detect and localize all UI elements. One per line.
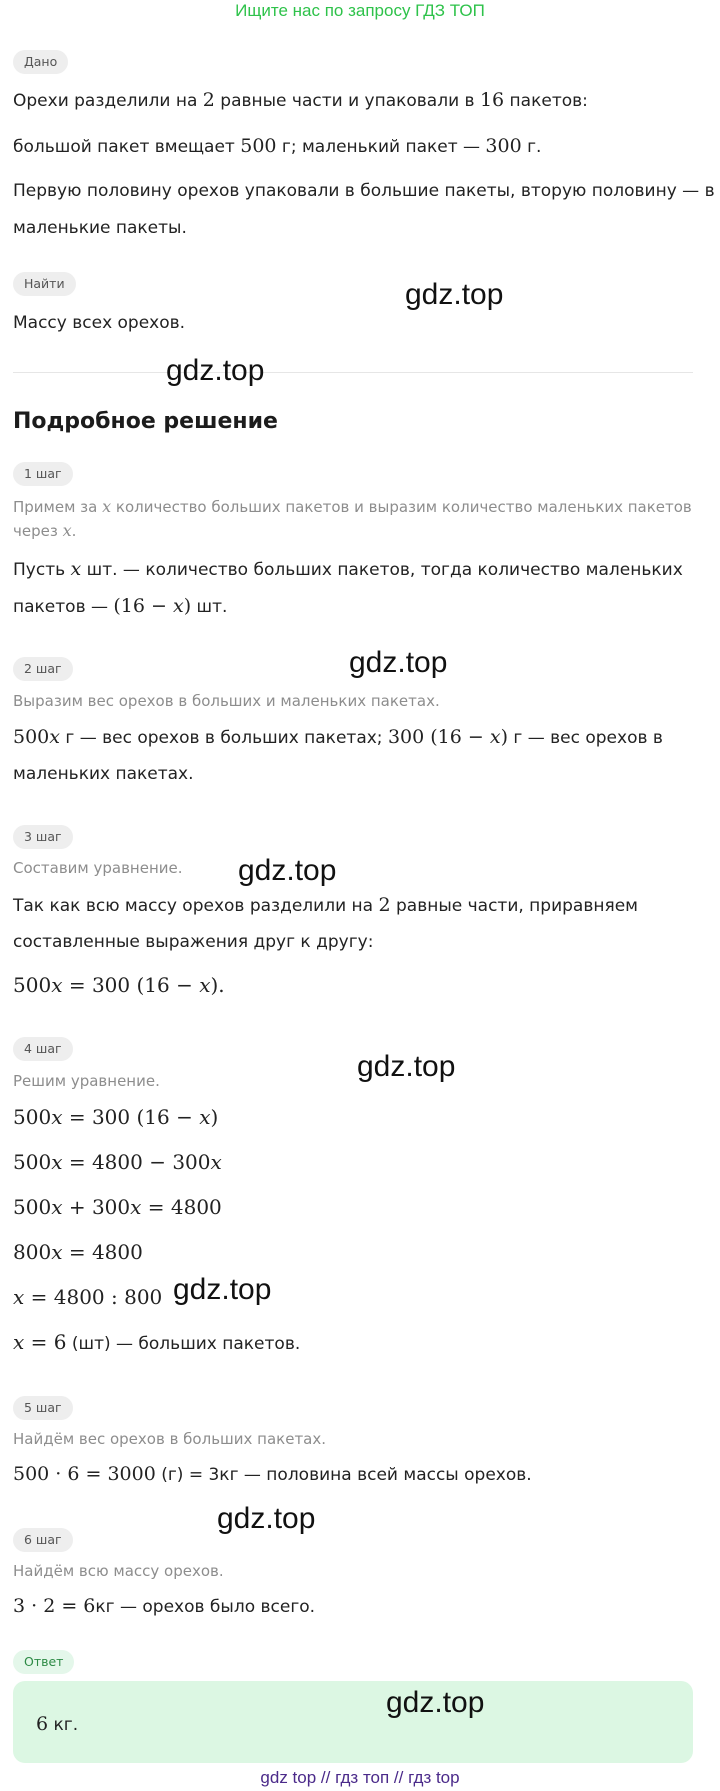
- watermark: gdz.top: [405, 278, 504, 311]
- watermark: gdz.top: [173, 1273, 272, 1306]
- step-5-label: 5 шаг: [13, 1396, 73, 1420]
- step-4-eq-2: 500x = 4800 − 300x: [13, 1150, 222, 1174]
- step-1-line-1: Пусть x шт. — количество больших пакетов, тогда количество маленьких: [13, 558, 683, 580]
- answer-label: Ответ: [13, 1650, 74, 1674]
- step-1: [13, 462, 73, 486]
- step-2-line-2: маленьких пакетах.: [13, 764, 194, 784]
- given-line-2: большой пакет вмещает 500 г; маленький пакет — 300 г.: [13, 135, 542, 157]
- given-section: [13, 50, 68, 74]
- step-1-hint-1: Примем за x количество больших пакетов и выразим количество маленьких пакетов: [13, 497, 692, 516]
- find-section: [13, 272, 76, 296]
- step-4-eq-1: 500x = 300 (16 − x): [13, 1105, 219, 1129]
- watermark: gdz.top: [238, 854, 337, 887]
- step-4-eq-6: x = 6 (шт) — больших пакетов.: [13, 1330, 301, 1354]
- watermark: gdz.top: [349, 646, 448, 679]
- given-line-3: Первую половину орехов упаковали в большие пакеты, вторую половину — в: [13, 181, 715, 201]
- solution-title: Подробное решение: [13, 409, 278, 434]
- step-4-label: 4 шаг: [13, 1037, 73, 1061]
- step-1-hint-2: через x.: [13, 521, 77, 540]
- step-2: [13, 657, 73, 681]
- watermark: gdz.top: [357, 1050, 456, 1083]
- step-4-eq-5: x = 4800 : 800: [13, 1285, 163, 1309]
- step-6-hint: Найдём всю массу орехов.: [13, 1562, 224, 1580]
- step-6-label: 6 шаг: [13, 1528, 73, 1552]
- given-line-1: Орехи разделили на 2 равные части и упаковали в 16 пакетов:: [13, 89, 588, 111]
- footer-links[interactable]: gdz top // гдз топ // гдз top: [260, 1768, 460, 1787]
- watermark: gdz.top: [217, 1502, 316, 1535]
- watermark: gdz.top: [386, 1686, 485, 1719]
- step-6-line: 3 · 2 = 6кг — орехов было всего.: [13, 1595, 316, 1617]
- step-3-line-1: Так как всю массу орехов разделили на 2 равные части, приравняем: [13, 894, 638, 916]
- step-5-line: 500 · 6 = 3000 (г) = 3кг — половина всей массы орехов.: [13, 1463, 532, 1485]
- step-3: [13, 825, 73, 849]
- given-line-4: маленькие пакеты.: [13, 218, 187, 238]
- step-6: [13, 1528, 73, 1552]
- answer-section: [13, 1650, 74, 1674]
- step-4: [13, 1037, 73, 1061]
- step-2-label: 2 шаг: [13, 657, 73, 681]
- find-text: Массу всех орехов.: [13, 313, 186, 333]
- answer-value: 6 кг.: [36, 1713, 79, 1735]
- watermark: gdz.top: [166, 354, 265, 387]
- step-5-hint: Найдём вес орехов в больших пакетах.: [13, 1430, 327, 1448]
- step-2-hint: Выразим вес орехов в больших и маленьких пакетах.: [13, 692, 440, 710]
- step-4-hint: Решим уравнение.: [13, 1072, 160, 1090]
- step-3-equation: 500x = 300 (16 − x).: [13, 973, 225, 997]
- answer-box: [13, 1681, 693, 1763]
- step-1-line-2: пакетов — (16 − x) шт.: [13, 595, 228, 617]
- search-banner: Ищите нас по запросу ГДЗ ТОП: [235, 1, 485, 20]
- step-3-line-2: составленные выражения друг к другу:: [13, 932, 374, 952]
- step-2-line-1: 500x г — вес орехов в больших пакетах; 300 (16 − x) г — вес орехов в: [13, 726, 663, 748]
- step-1-label: 1 шаг: [13, 462, 73, 486]
- step-5: [13, 1396, 73, 1420]
- step-3-label: 3 шаг: [13, 825, 73, 849]
- given-label: Дано: [13, 50, 68, 74]
- step-4-eq-4: 800x = 4800: [13, 1240, 143, 1264]
- step-3-hint: Составим уравнение.: [13, 859, 183, 877]
- find-label: Найти: [13, 272, 76, 296]
- step-4-eq-3: 500x + 300x = 4800: [13, 1195, 222, 1219]
- divider: [13, 372, 693, 373]
